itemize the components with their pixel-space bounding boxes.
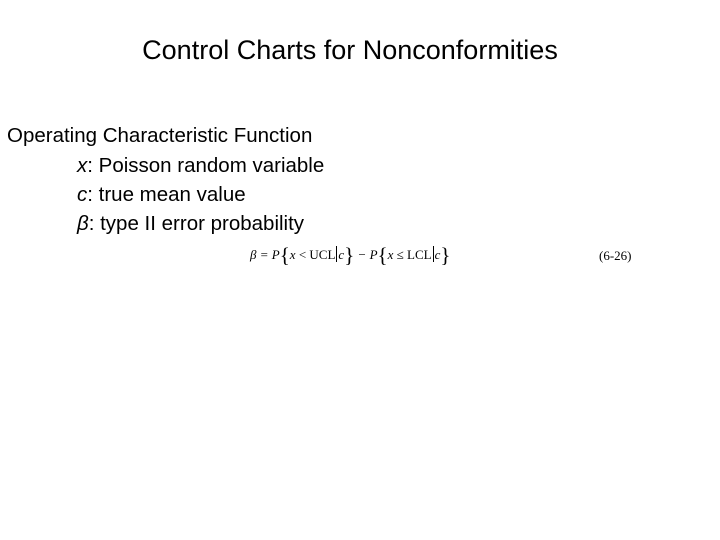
left-brace-icon: { — [377, 243, 388, 267]
equation-term1-cond: c — [338, 247, 345, 262]
definition-x — [77, 153, 324, 179]
equation-number: (6-26) — [599, 248, 632, 263]
definition-text: : type II error probability — [88, 212, 305, 235]
definition-symbol: x — [77, 154, 88, 177]
equation-term1-var: x — [289, 247, 296, 262]
equation-term2-var: x — [387, 247, 394, 262]
right-brace-icon: } — [344, 243, 355, 267]
definition-text: : Poisson random variable — [87, 154, 325, 177]
definition-c — [77, 182, 246, 208]
definition-symbol: β — [77, 212, 89, 235]
definition-beta — [77, 211, 304, 237]
left-brace-icon: { — [279, 243, 290, 267]
equation-minus: − P — [354, 247, 378, 262]
given-bar-icon — [433, 246, 434, 262]
equation-term2-cond: c — [434, 247, 441, 262]
definition-symbol: c — [77, 183, 88, 206]
slide-title: Control Charts for Nonconformities — [142, 35, 558, 65]
definition-text: : true mean value — [87, 183, 246, 206]
equation-term2-op: ≤ LCL — [393, 247, 432, 262]
right-brace-icon: } — [440, 243, 451, 267]
equation-term1-op: < UCL — [295, 247, 336, 262]
equation-lhs: β = P — [250, 247, 280, 262]
oc-equation — [250, 244, 450, 266]
section-heading: Operating Characteristic Function — [7, 124, 313, 147]
